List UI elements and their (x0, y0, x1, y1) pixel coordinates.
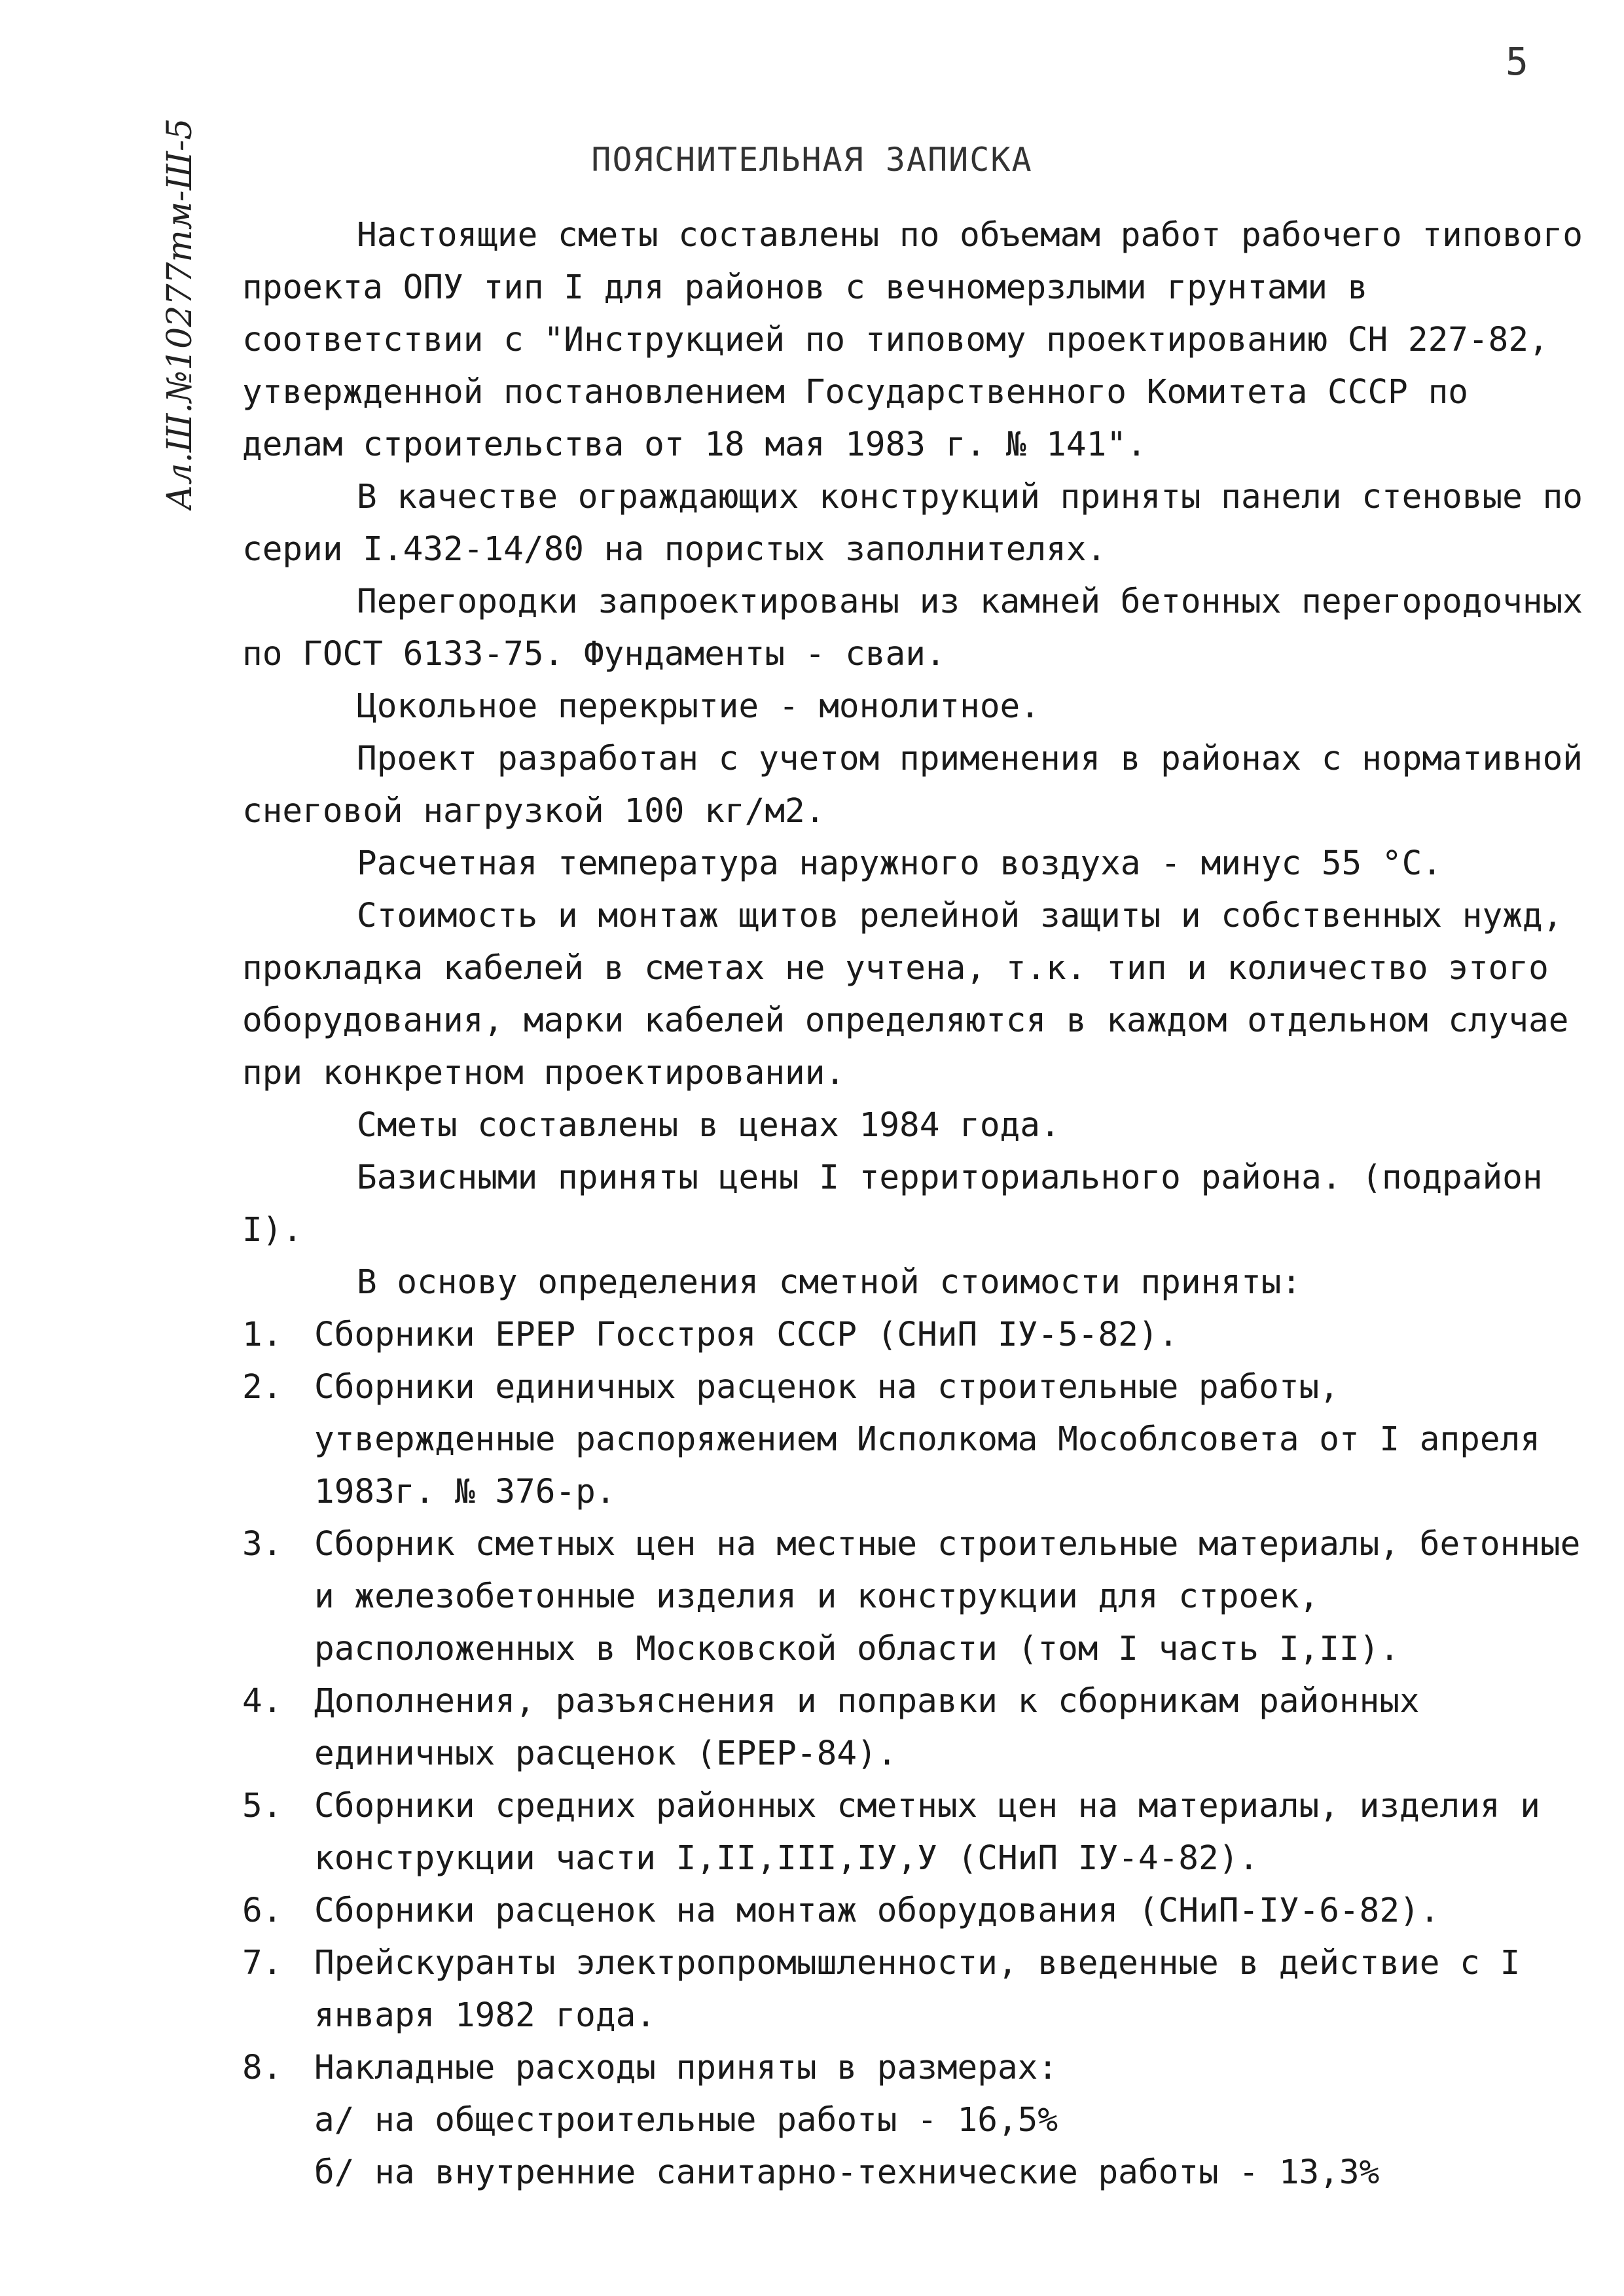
sub-item-sanitary-works: б/ на внутренние санитарно-технические работы - 13,3% (314, 2153, 1380, 2192)
paragraph-temperature: Расчетная температура наружного воздуха - минус 55 °С. (357, 844, 1443, 883)
list-item (242, 1518, 1584, 1676)
paragraph-basis: В основу определения сметной стоимости приняты: (357, 1263, 1302, 1302)
paragraph-prices: Сметы составлены в ценах 1984 года. (357, 1106, 1060, 1145)
list-item-text: Дополнения, разъяснения и поправки к сборникам районных единичных расценок (ЕРЕР-84). (314, 1682, 1420, 1773)
overhead-sublist (242, 2094, 1584, 2199)
list-item-text: Сборники расценок на монтаж оборудования (СНиП-IУ-6-82). (314, 1892, 1440, 1930)
list-item-number: 5. (242, 1787, 283, 1825)
list-item-text: Сборники средних районных сметных цен на материалы, изделия и конструкции части I,II,III,IУ,У (СНиП IУ-4-82). (314, 1787, 1540, 1878)
list-item (242, 1676, 1584, 1780)
list-item-text: Прейскуранты электропромышленности, введенные в действие с I января 1982 года. (314, 1944, 1521, 2035)
list-item (242, 1309, 1584, 1361)
page-number: 5 (1506, 39, 1528, 84)
document-title: ПОЯСНИТЕЛЬНАЯ ЗАПИСКА (591, 141, 1033, 179)
side-note-text: Ал.Ш.№10277тм-Ш-5 (160, 118, 200, 511)
list-item (242, 1361, 1584, 1518)
list-item-text: Накладные расходы приняты в размерах: (314, 2049, 1058, 2087)
list-item-number: 3. (242, 1525, 283, 1564)
list-item-number: 8. (242, 2049, 283, 2087)
list-item-text: Сборники единичных расценок на строительные работы, утвержденные распоряжением Исполкома Мособлсовета от I апреля 1983г. № 376-р. (314, 1368, 1540, 1511)
paragraph-region: Базисными приняты цены I территориального района. (подрайон I). (242, 1158, 1543, 1249)
document-body (242, 209, 1584, 2199)
list-item (242, 1937, 1584, 2042)
list-item-number: 4. (242, 1682, 283, 1721)
list-item-number: 2. (242, 1368, 283, 1407)
paragraph-partitions: Перегородки запроектированы из камней бетонных перегородочных по ГОСТ 6133-75. Фундаменты - сваи. (242, 583, 1583, 673)
list-item (242, 1885, 1584, 1937)
list-item-text: Сборник сметных цен на местные строительные материалы, бетонные и железобетонные изделия и конструкции для строек, расположенных в Московской области (том I часть I,II). (314, 1525, 1581, 1668)
paragraph-snow-load: Проект разработан с учетом применения в районах с нормативной снеговой нагрузкой 100 кг/м2. (242, 740, 1583, 831)
paragraph-intro: Настоящие сметы составлены по объемам работ рабочего типового проекта ОПУ тип I для районов с вечномерзлыми грунтами в соответствии с "Инструкцией по типовому проектированию СН 227-82, утвержденной постановлением Государственного Комитета СССР по делам строительства от 18 мая 1983 г. № 141". (242, 216, 1583, 464)
list-item-number: 1. (242, 1316, 283, 1354)
paragraph-walls: В качестве ограждающих конструкций приняты панели стеновые по серии I.432-14/80 на пористых заполнителях. (242, 478, 1583, 569)
list-item (242, 1780, 1584, 1885)
list-item-text: Сборники ЕРЕР Госстроя СССР (СНиП IУ-5-82). (314, 1316, 1179, 1354)
paragraph-floor: Цокольное перекрытие - монолитное. (357, 687, 1040, 726)
sources-list (242, 1309, 1584, 2094)
sub-item-general-construction: а/ на общестроительные работы - 16,5% (314, 2101, 1058, 2140)
paragraph-equipment: Стоимость и монтаж щитов релейной защиты и собственных нужд, прокладка кабелей в сметах не учтена, т.к. тип и количество этого оборудования, марки кабелей определяются в каждом отдельном случае при конкретном проектировании. (242, 897, 1569, 1092)
list-item (242, 2042, 1584, 2094)
list-item-number: 7. (242, 1944, 283, 1982)
list-item-number: 6. (242, 1892, 283, 1930)
